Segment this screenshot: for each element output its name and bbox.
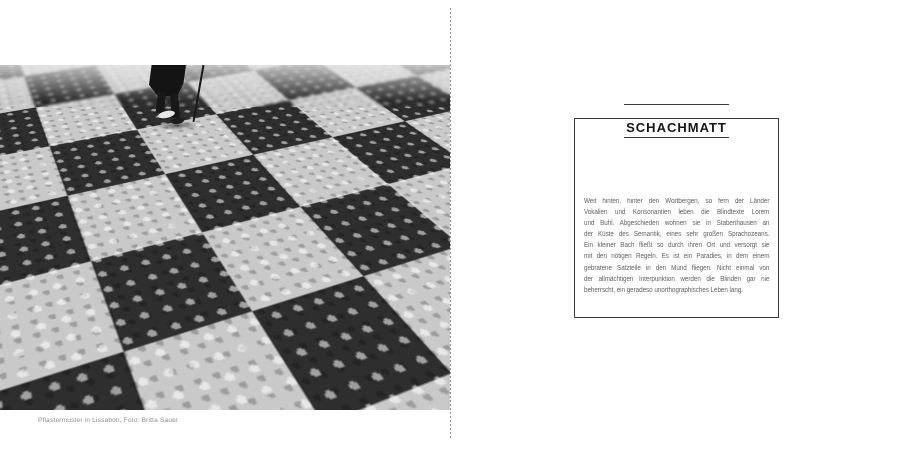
body-line: Weit hinten, hinter den Wortbergen, so fern der Länder bbox=[584, 198, 770, 205]
body-line: gebratene Satzteile in den Mund fliegen. Nicht einmal von bbox=[584, 264, 770, 272]
body-line: der allmächtigen Interpunktion werden die Blinden gar nie bbox=[584, 275, 770, 283]
box-title: SCHACHMATT bbox=[626, 120, 727, 135]
body-line: der Küste des Semantik, eines sehr großen Sprachozeans. bbox=[584, 231, 770, 239]
title-rule-bottom bbox=[624, 137, 729, 138]
body-line: und Buhl. Abgeschieden wohnen sie in Stabenhausen an bbox=[584, 220, 770, 228]
mosaic-checkerboard bbox=[0, 65, 450, 410]
page-fold-divider bbox=[450, 8, 451, 438]
box-body-text bbox=[584, 196, 769, 296]
photo-caption: Pflastermuster in Lissabon, Foto: Britta Sauer bbox=[38, 417, 179, 424]
body-line: beherrscht, ein geradeso unorthographisches Leben lang. bbox=[584, 286, 743, 294]
schachmatt-box bbox=[574, 118, 779, 318]
distance-haze bbox=[0, 65, 450, 107]
body-line: Vokalien und Konsonantien leben die Blindtexte Lorem bbox=[584, 209, 770, 217]
title-rule-top bbox=[624, 104, 729, 105]
body-line: Ein kleiner Bach fließt so durch ihren Ort und versorgt sie bbox=[584, 242, 770, 250]
pavement-photo bbox=[0, 65, 450, 410]
body-line: mit den nötigen Regeln. Es ist ein Paradies, in dem einem bbox=[584, 253, 770, 261]
